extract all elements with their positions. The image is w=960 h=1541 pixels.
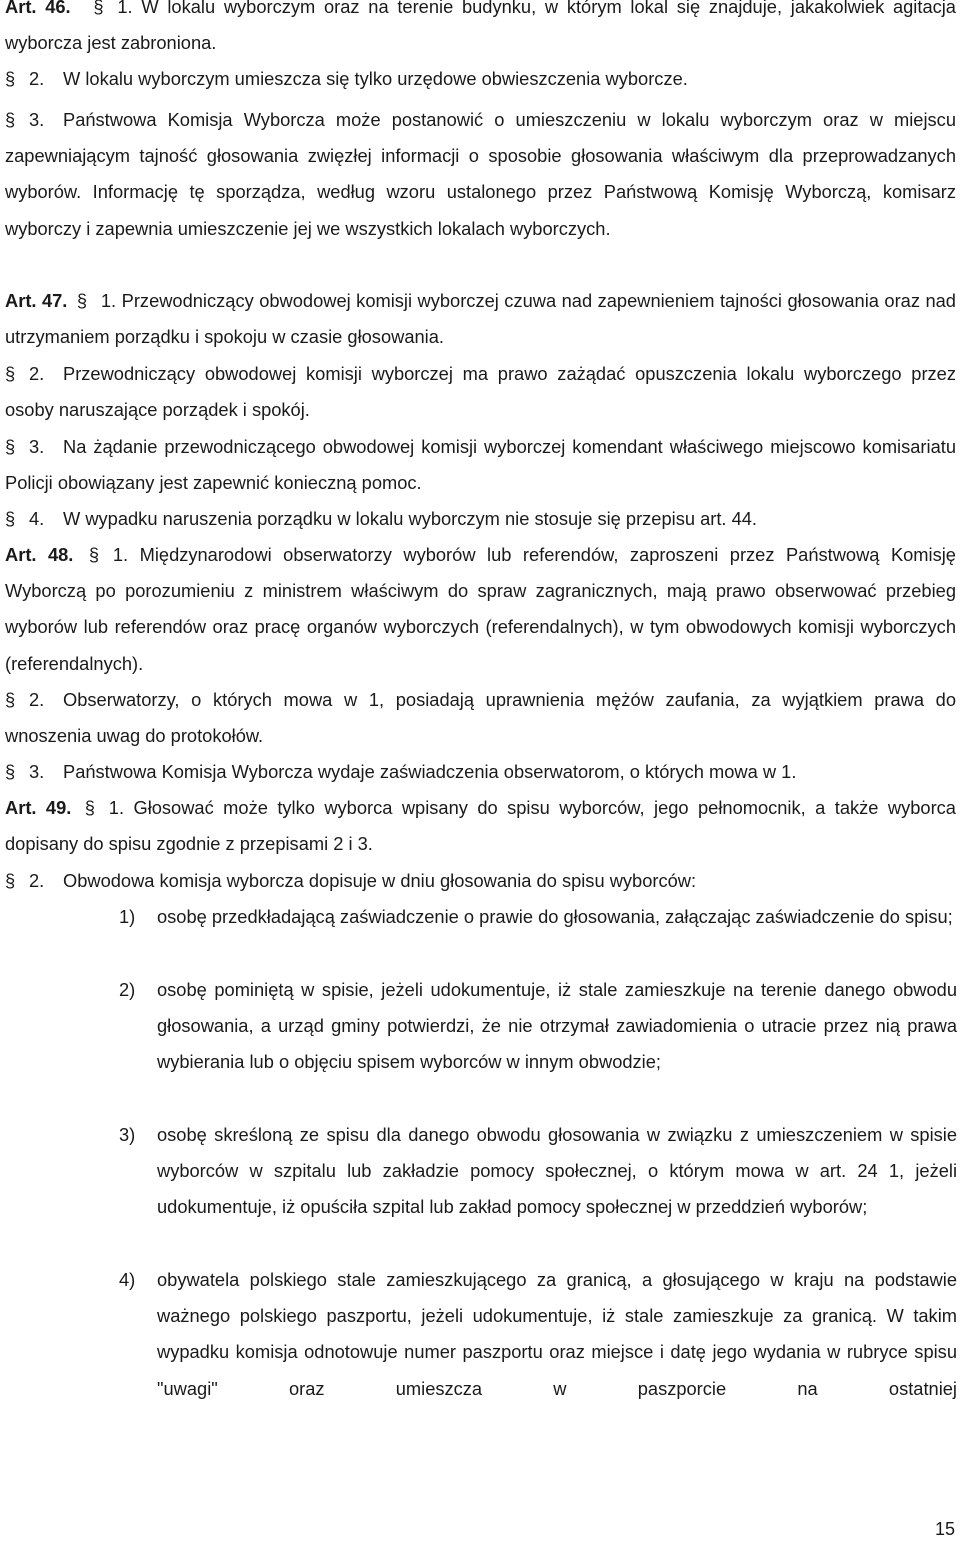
- art47-par3: [5, 429, 956, 501]
- list-item-text: osobę skreśloną ze spisu dla danego obwodu głosowania w związku z umieszczeniem w spisie wyborców w szpitalu lub zakładzie pomocy społecznej, o którym mowa w art. 24 1, jeżeli udokumentuje, iż opuściła szpital lub zakład pomocy społecznej w przeddzień wyborów;: [157, 1124, 957, 1218]
- list-item-text: osobę pominiętą w spisie, jeżeli udokumentuje, iż stale zamieszkuje na terenie danego obwodu głosowania, a urząd gminy potwierdzi, że nie otrzymał zawiadomienia o utracie przez nią prawa wybierania lub o objęciu spisem wyborców w innym obwodzie;: [157, 979, 957, 1073]
- list-item: [119, 1117, 957, 1226]
- list-item-number: 2): [119, 979, 136, 1000]
- paragraph-number: 2.: [29, 689, 45, 710]
- list-item: [119, 1262, 957, 1407]
- art49-par1: [5, 790, 956, 862]
- section-sign: §: [5, 761, 16, 782]
- paragraph-text: Głosować może tylko wyborca wpisany do spisu wyborców, jego pełnomocnik, a także wyborca dopisany do spisu zgodnie z przepisami 2 i 3.: [5, 797, 956, 855]
- paragraph-number: 3.: [29, 109, 45, 130]
- paragraph-number: 4.: [29, 508, 45, 529]
- paragraph-number: 2.: [29, 68, 45, 89]
- paragraph-number: 3.: [29, 436, 45, 457]
- section-sign: §: [88, 544, 100, 565]
- art48-par3: [5, 754, 956, 790]
- list-item-number: 4): [119, 1269, 136, 1290]
- art47-par1: [5, 283, 956, 355]
- section-sign: §: [5, 436, 16, 457]
- section-sign: §: [5, 689, 16, 710]
- paragraph-text: W lokalu wyborczym umieszcza się tylko urzędowe obwieszczenia wyborcze.: [63, 68, 688, 89]
- paragraph-number: 2.: [29, 870, 45, 891]
- list-item: [119, 899, 957, 935]
- art49-par2: [5, 863, 956, 899]
- list-item-number: 1): [119, 906, 136, 927]
- list-item-text: obywatela polskiego stale zamieszkującego za granicą, a głosującego w kraju na podstawie ważnego polskiego paszportu, jeżeli udokumentuje, iż stale zamieszkuje za granicą. W takim wypadku komisja odnotowuje numer paszportu oraz miejsce i datę jego wydania w rubryce spisu "uwagi" oraz umieszcza w paszporcie na ostatniej: [157, 1269, 957, 1399]
- paragraph-text: Państwowa Komisja Wyborcza wydaje zaświadczenia obserwatorom, o których mowa w 1.: [63, 761, 797, 782]
- paragraph-number: 2.: [29, 363, 45, 384]
- paragraph-text: W wypadku naruszenia porządku w lokalu wyborczym nie stosuje się przepisu art. 44.: [63, 508, 757, 529]
- art47-par2: [5, 356, 956, 428]
- paragraph-text: Przewodniczący obwodowej komisji wyborczej ma prawo zażądać opuszczenia lokalu wyborczego przez osoby naruszające porządek i spokój.: [5, 363, 956, 421]
- paragraph-number: 1.: [117, 0, 133, 17]
- art48-par1: [5, 537, 956, 682]
- paragraph-number: 1.: [108, 797, 125, 818]
- paragraph-number: 3.: [29, 761, 45, 782]
- paragraph-text: Na żądanie przewodniczącego obwodowej komisji wyborczej komendant właściwego miejscowo komisariatu Policji obowiązany jest zapewnić konieczną pomoc.: [5, 436, 956, 494]
- article-label: Art. 48.: [5, 544, 74, 565]
- article-label: Art. 46.: [5, 0, 71, 17]
- section-sign: §: [5, 870, 16, 891]
- paragraph-text: Przewodniczący obwodowej komisji wyborczej czuwa nad zapewnieniem tajności głosowania oraz nad utrzymaniem porządku i spokoju w czasie głosowania.: [5, 290, 956, 348]
- paragraph-text: Obserwatorzy, o których mowa w 1, posiadają uprawnienia mężów zaufania, za wyjątkiem prawa do wnoszenia uwag do protokołów.: [5, 689, 956, 747]
- art46-par1: [5, 0, 956, 61]
- art48-par2: [5, 682, 956, 754]
- paragraph-text: Obwodowa komisja wyborcza dopisuje w dniu głosowania do spisu wyborców:: [63, 870, 697, 891]
- paragraph-number: 1.: [112, 544, 129, 565]
- art47-par4: [5, 501, 956, 537]
- section-sign: §: [76, 290, 88, 311]
- section-sign: §: [5, 508, 16, 529]
- art46-par2: [5, 61, 956, 97]
- paragraph-text: W lokalu wyborczym oraz na terenie budynku, w którym lokal się znajduje, jakakolwiek agitacja wyborcza jest zabroniona.: [5, 0, 956, 54]
- section-sign: §: [93, 0, 104, 17]
- list-item-text: osobę przedkładającą zaświadczenie o prawie do głosowania, załączając zaświadczenie do spisu;: [157, 906, 953, 927]
- section-sign: §: [84, 797, 95, 818]
- paragraph-text: Międzynarodowi obserwatorzy wyborów lub referendów, zaproszeni przez Państwową Komisję Wyborczą po porozumieniu z ministrem właściwym do spraw zagranicznych, mają prawo obserwować przebieg wyborów lub referendów oraz pracę organów wyborczych (referendalnych), w tym obwodowych komisji wyborczych (referendalnych).: [5, 544, 956, 674]
- article-label: Art. 49.: [5, 797, 72, 818]
- section-sign: §: [5, 68, 16, 89]
- article-label: Art. 47.: [5, 290, 68, 311]
- list-item: [119, 972, 957, 1081]
- art46-par3: [5, 102, 956, 247]
- list-item-number: 3): [119, 1124, 136, 1145]
- page-number: 15: [934, 1519, 955, 1539]
- paragraph-number: 1.: [100, 290, 117, 311]
- paragraph-text: Państwowa Komisja Wyborcza może postanowić o umieszczeniu w lokalu wyborczym oraz w miejscu zapewniającym tajność głosowania zwięzłej informacji o sposobie głosowania właściwym dla przeprowadzanych wyborów. Informację tę sporządza, według wzoru ustalonego przez Państwową Komisję Wyborczą, komisarz wyborczy i zapewnia umieszczenie jej we wszystkich lokalach wyborczych.: [5, 109, 956, 239]
- section-sign: §: [5, 363, 16, 384]
- section-sign: §: [5, 109, 16, 130]
